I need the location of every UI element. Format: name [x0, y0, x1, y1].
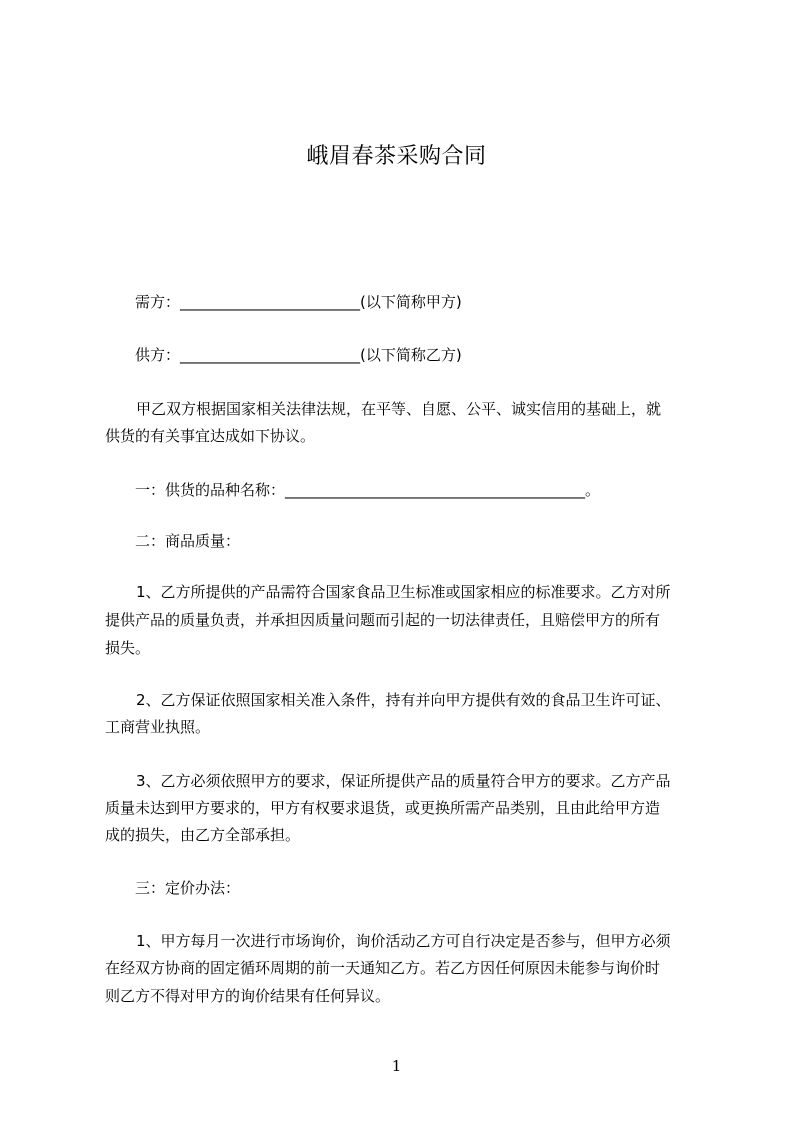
buyer-line: 需方：________________________(以下简称甲方): [135, 293, 462, 311]
preamble-line-1: 甲乙双方根据国家相关法律法规，在平等、自愿、公平、诚实信用的基础上，就: [136, 400, 662, 418]
page-number: 1: [391, 1057, 402, 1075]
document-title: 峨眉春茶采购合同: [306, 144, 487, 169]
section-2-heading: 二：商品质量：: [135, 532, 241, 550]
clause-3-1-line-1: 1、甲方每月一次进行市场询价，询价活动乙方可自行决定是否参与，但甲方必须: [136, 932, 671, 950]
clause-2-1-line-1: 1、乙方所提供的产品需符合国家食品卫生标准或国家相应的标准要求。乙方对所: [136, 583, 671, 601]
clause-2-2-line-2: 工商营业执照。: [105, 718, 211, 736]
clause-2-2-line-1: 2、乙方保证依照国家相关准入条件，持有并向甲方提供有效的食品卫生许可证、: [136, 691, 671, 709]
clause-2-3-line-3: 成的损失，由乙方全部承担。: [105, 826, 301, 844]
section-3-heading: 三：定价办法：: [135, 879, 241, 897]
clause-2-3-line-2: 质量未达到甲方要求的，甲方有权要求退货，或更换所需产品类别，且由此给甲方造: [105, 799, 661, 817]
preamble-line-2: 供货的有关事宜达成如下协议。: [105, 427, 316, 445]
clause-2-1-line-3: 损失。: [105, 639, 151, 657]
section-1-heading: 一：供货的品种名称：________________________________________。: [135, 481, 601, 499]
clause-2-3-line-1: 3、乙方必须依照甲方的要求，保证所提供产品的质量符合甲方的要求。乙方产品: [136, 772, 671, 790]
clause-2-1-line-2: 提供产品的质量负责，并承担因质量问题而引起的一切法律责任，且赔偿甲方的所有: [105, 611, 661, 629]
clause-3-1-line-2: 在经双方协商的固定循环周期的前一天通知乙方。若乙方因任何原因未能参与询价时: [105, 959, 661, 977]
supplier-line: 供方：________________________(以下简称乙方): [135, 346, 462, 364]
clause-3-1-line-3: 则乙方不得对甲方的询价结果有任何异议。: [105, 987, 391, 1005]
